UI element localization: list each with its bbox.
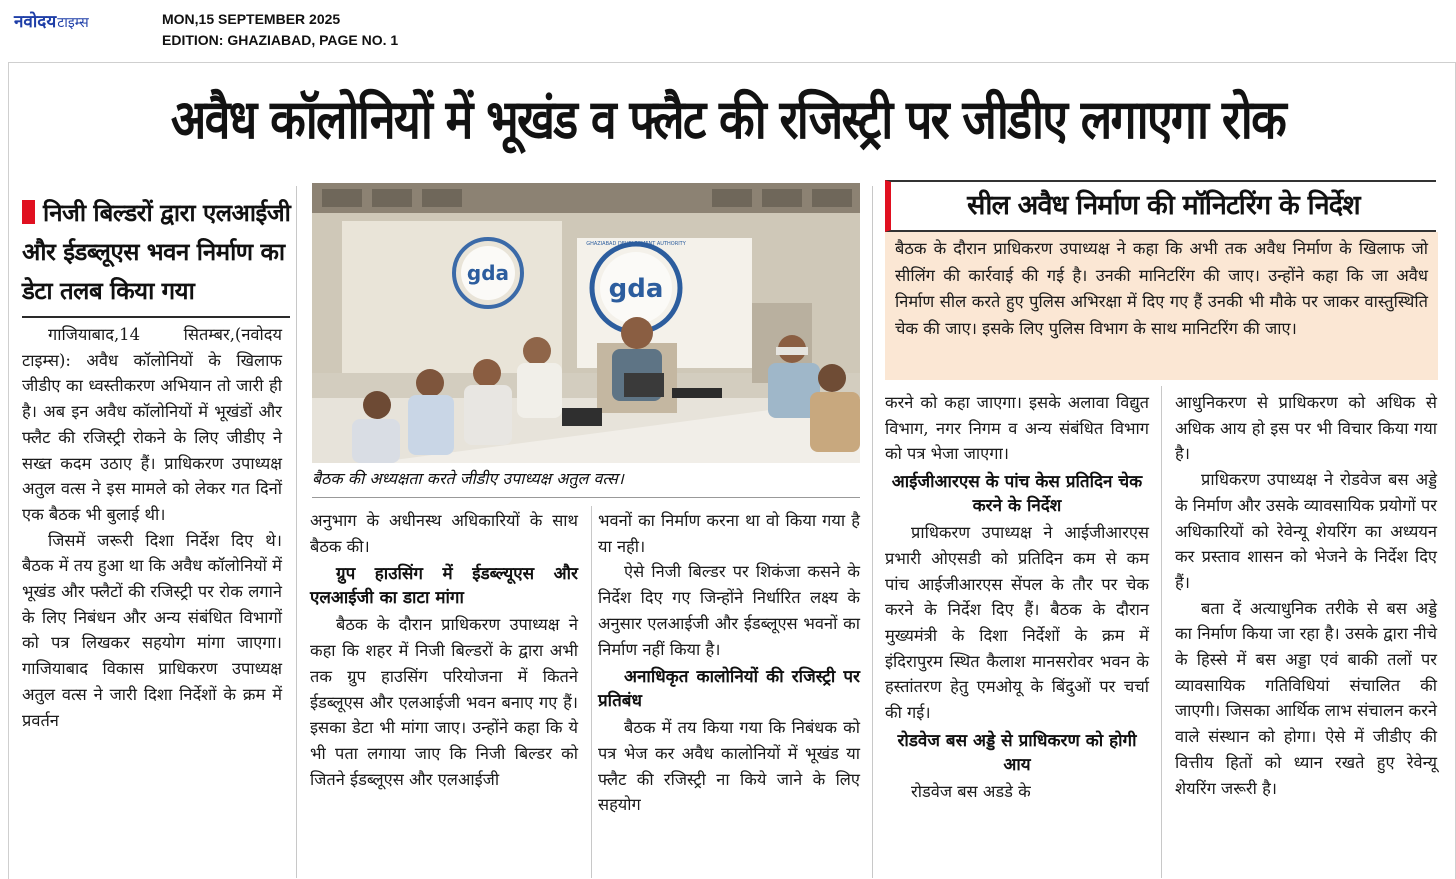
box-text xyxy=(885,232,1438,380)
photo-logo-banner: GHAZIABAD DEVELOPMENT AUTHORITY xyxy=(586,241,686,247)
col4-subhead-1: आईजीआरएस के पांच केस प्रतिदिन चेक करने के निर्देश xyxy=(891,472,1143,517)
headline: अवैध कॉलोनियों में भूखंड व फ्लैट की रजिस्ट्री पर जीडीए लगाएगा रोक xyxy=(170,88,1286,151)
meeting-photo-illustration xyxy=(312,183,860,463)
column-1 xyxy=(22,322,282,733)
col2-subhead: ग्रुप हाउसिंग में ईडब्ल्यूएस और एलआईजी का डाटा मांगा xyxy=(310,564,578,609)
box-title: सील अवैध निर्माण की मॉनिटरिंग के निर्देश xyxy=(885,180,1436,232)
meeting-photo[interactable] xyxy=(312,183,860,463)
col3-paragraph-3: बैठक में तय किया गया कि निबंधक को पत्र भेज कर अवैध कालोनियों में भूखंड या फ्लैट की रजिस्ट्री ना किये जाने के लिए सहयोग xyxy=(598,718,860,815)
col5-paragraph-3: बता दें अत्याधुनिक तरीके से बस अड्डे का निर्माण किया जा रहा है। उसके द्वारा नीचे के हिस्से में बस अड्डा एवं बाकी तलों पर व्यावसायिक गतिविधियां संचालित की जाएगी। जिसका आर्थिक लाभ संचालन करने वाले संस्थान को होगा। ऐसे में जीडीए की वित्तीय हितों को ध्यान रखते हुए रेवेन्यू शेयरिंग जरूरी है। xyxy=(1175,598,1437,798)
col1-paragraph-2: जिसमें जरूरी दिशा निर्देश दिए थे। बैठक में तय हुआ था कि अवैध कॉलोनियों में भूखंड और फ्लैटों की रजिस्ट्री पर रोक लगाने के लिए निबंधन और अन्य संबंधित विभागों को पत्र लिखकर सहयोग मांगा जाएगा। गाजियाबाद विकास प्राधिकरण उपाध्यक्ष अतुल वत्स ने जारी दिशा निर्देशों के क्रम में प्रवर्तन xyxy=(22,530,282,730)
col4-paragraph-1: करने को कहा जाएगा। इसके अलावा विद्युत विभाग, नगर निगम व अन्य संबंधित विभाग को पत्र भेजा जाएगा। xyxy=(885,393,1149,464)
photo-logo-left: gda xyxy=(466,261,510,285)
col3-paragraph-2: ऐसे निजी बिल्डर पर शिकंजा कसने के निर्देश दिए गए जिन्होंने निर्धारित लक्ष्य के अनुसार एलआईजी और ईडब्लूएस भवनों का निर्माण नहीं किया है। xyxy=(598,562,860,659)
column-divider xyxy=(1161,386,1162,878)
column-divider xyxy=(296,186,297,878)
caption-divider xyxy=(312,497,860,498)
col1-paragraph-1: गाजियाबाद,14 सितम्बर,(नवोदय टाइम्स): अवैध कॉलोनियों के खिलाफ जीडीए का ध्वस्तीकरण अभियान तो जारी ही है। अब इन अवैध कॉलोनियों में भूखंडों और फ्लैट की रजिस्ट्री रोकने के लिए जीडीए ने सख्त कदम उठाए हैं। प्राधिकरण उपाध्यक्ष अतुल वत्स ने इस मामले को लेकर गत दिनों एक बैठक भी बुलाई थी। xyxy=(22,325,282,524)
photo-caption: बैठक की अध्यक्षता करते जीडीए उपाध्यक्ष अतुल वत्स। xyxy=(312,469,624,488)
col5-paragraph-1: आधुनिकरण से प्राधिकरण को अधिक से अधिक आय हो इस पर भी विचार किया गया है। xyxy=(1175,393,1437,464)
logo-main: नवोदय xyxy=(14,12,57,32)
kicker xyxy=(22,194,292,311)
col3-paragraph-1: भवनों का निर्माण करना था वो किया गया है या नही। xyxy=(598,511,860,556)
col4-paragraph-2: प्राधिकरण उपाध्यक्ष ने आईजीआरएस प्रभारी ओएसडी को प्रतिदिन कम से कम पांच आईजीआरएस सेंपल के तौर पर चेक करने के निर्देश दिए हैं। बैठक के दौरान मुख्यमंत्री के दिशा निर्देशों के क्रम में इंदिरापुरम स्थित कैलाश मानसरोवर भवन के हस्तांतरण हेतु एमओयू के बिंदुओं पर चर्चा की गई। xyxy=(885,523,1149,723)
col2-paragraph-1: अनुभाग के अधीनस्थ अधिकारियों के साथ बैठक की। xyxy=(310,511,578,556)
column-5 xyxy=(1175,390,1437,801)
edition-meta xyxy=(162,9,398,51)
col3-subhead: अनाधिकृत कालोनियों की रजिस्ट्री पर प्रतिबंध xyxy=(598,667,860,712)
logo-sub: टाइम्स xyxy=(57,15,89,31)
masthead-bar xyxy=(0,0,1456,56)
col2-paragraph-2: बैठक के दौरान प्राधिकरण उपाध्यक्ष ने कहा कि शहर में निजी बिल्डरों के द्वारा अभी तक ग्रुप हाउसिंग परियोजना में कितने ईडब्लूएस और एलआईजी भवन बनाए गए हैं। इसका डेटा भी मांगा जाए। उन्होंने कहा कि ये भी पता लगाया जाए कि निजी बिल्डर को जितने ईडब्लूएस और एलआईजी xyxy=(310,615,578,789)
edition-line: EDITION: GHAZIABAD, PAGE NO. 1 xyxy=(162,32,399,48)
kicker-text: निजी बिल्डरों द्वारा एलआईजी और ईडब्लूएस भवन निर्माण का डेटा तलब किया गया xyxy=(22,199,291,305)
newspaper-logo[interactable] xyxy=(14,9,89,35)
column-4 xyxy=(885,390,1149,804)
col5-paragraph-2: प्राधिकरण उपाध्यक्ष ने रोडवेज बस अड्डे के निर्माण और उसके व्यावसायिक प्रयोगों पर अधिकारियों को रेवेन्यू शेयरिंग का अध्ययन कर प्रस्ताव शासन को भेजने के निर्देश दिए हैं। xyxy=(1175,470,1437,592)
column-2 xyxy=(310,508,578,792)
col4-paragraph-3: रोडवेज बस अडडे के xyxy=(911,781,1031,801)
photo-logo-main: gda xyxy=(608,274,664,304)
kicker-divider xyxy=(22,316,290,318)
col4-subhead-2: रोडवेज बस अड्डे से प्राधिकरण को होगी आय xyxy=(897,730,1137,775)
date-line: MON,15 SEPTEMBER 2025 xyxy=(162,11,341,27)
red-square-icon xyxy=(22,200,35,224)
column-divider xyxy=(872,186,873,878)
box-paragraph: बैठक के दौरान प्राधिकरण उपाध्यक्ष ने कहा कि अभी तक अवैध निर्माण के खिलाफ जो सीलिंग की कार्रवाई की गई है। उनकी मानिटरिंग की जाए। उन्होंने कहा कि जा अवैध निर्माण सील करते हुए पुलिस अभिरक्षा में दिए गए हैं उनकी भी मौके पर जाकर वास्तुस्थिति चेक की जाए। इसके लिए पुलिस विभाग के साथ मानिटरिंग की जाए। xyxy=(895,239,1428,338)
column-divider xyxy=(591,506,592,878)
column-3 xyxy=(598,508,860,818)
